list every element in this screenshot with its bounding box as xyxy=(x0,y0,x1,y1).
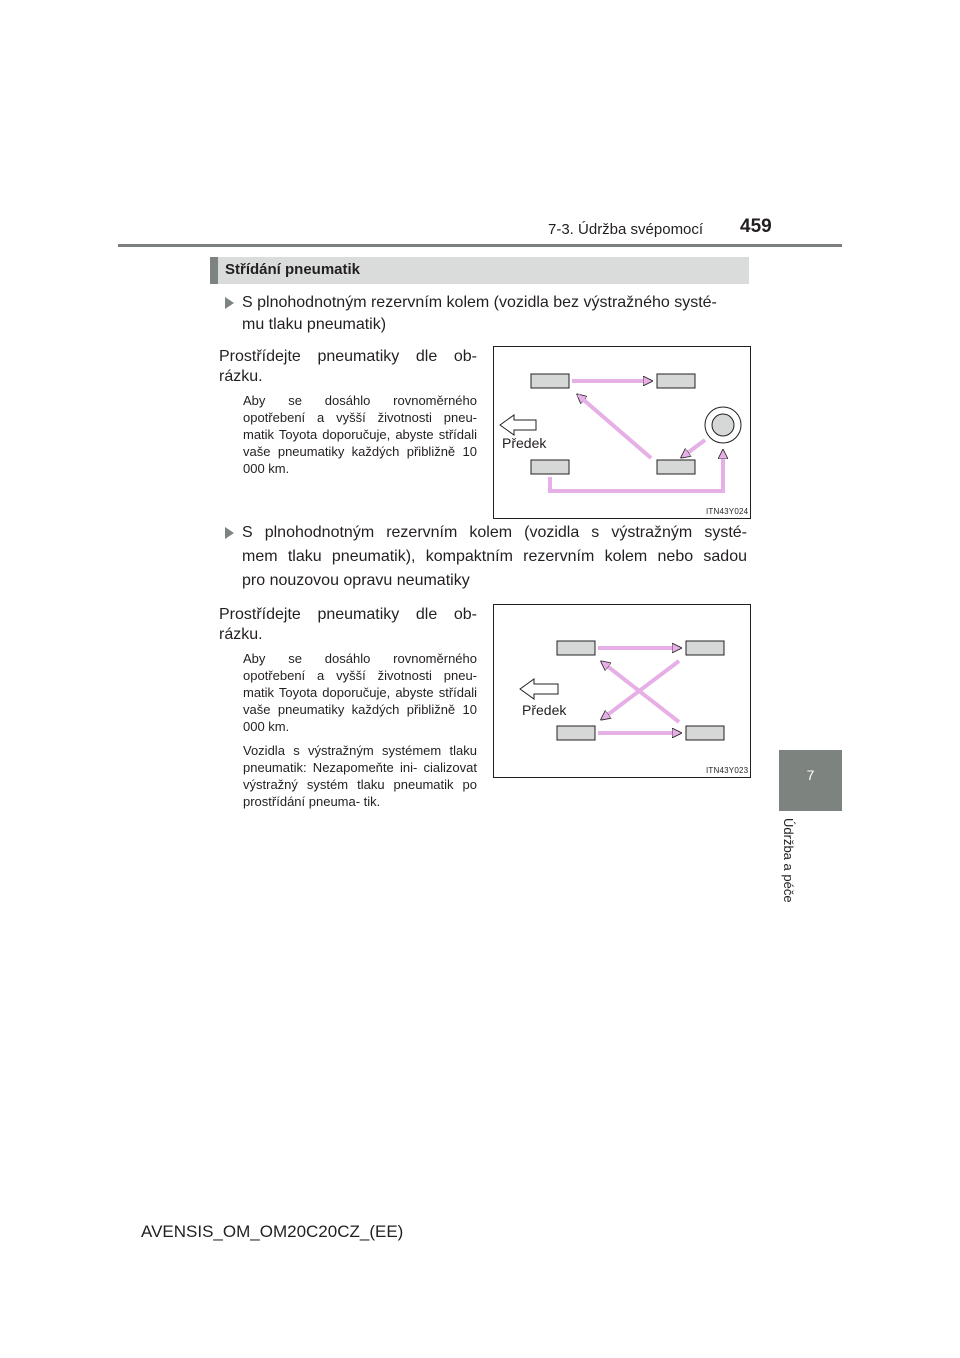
tire-front-left xyxy=(557,641,595,655)
figure-2-drawing xyxy=(494,605,750,777)
tire-rear-right xyxy=(686,726,724,740)
spare-tire-hub xyxy=(712,414,734,436)
rotation-arrow-cross xyxy=(578,395,651,458)
chapter-title-vertical xyxy=(781,818,811,938)
front-direction-arrow-icon xyxy=(500,415,536,435)
figure-1-front-label: Předek xyxy=(502,435,547,451)
instruction-2-line2: rázku. xyxy=(219,626,263,643)
figure-2-front-label: Předek xyxy=(522,702,567,718)
rotation-arrow-rl-spare xyxy=(550,451,723,491)
tire-front-left xyxy=(531,374,569,388)
bullet-heading-1-cont: mu tlaku pneumatik) xyxy=(242,316,387,333)
bullet-triangle-icon xyxy=(225,527,234,539)
bullet-heading-2: S plnohodnotným rezervním kolem (vozidla s výstražným systé- xyxy=(242,524,747,541)
figure-1-code: ITN43Y024 xyxy=(706,507,749,516)
tire-front-right xyxy=(657,374,695,388)
section-title-accent xyxy=(210,257,218,284)
note-2b: Vozidla s výstražným systémem tlaku pneumatik: Nezapomeňte ini- cializovat výstražný systém tlaku pneumatik po prostřídání pneuma- tik. xyxy=(243,743,477,809)
rotation-arrow-spare-rr xyxy=(682,440,705,457)
chapter-title-text: Údržba a péče xyxy=(781,818,796,903)
figure-2-code: ITN43Y023 xyxy=(706,766,749,775)
running-header-section: 7-3. Údržba svépomocí xyxy=(548,221,704,238)
figure-1-drawing xyxy=(494,347,750,518)
front-direction-arrow-icon xyxy=(520,679,558,699)
figure-rotation-compact-spare xyxy=(493,604,751,778)
chapter-number: 7 xyxy=(806,767,815,783)
page-number: 459 xyxy=(740,216,772,237)
bullet-triangle-icon xyxy=(225,297,234,309)
note-1: Aby se dosáhlo rovnoměrného opotřebení a vyšší životnosti pneu- matik Toyota doporučuje, abyste střídali vaše pneumatiky každých přibližně 10 000 km. xyxy=(243,393,477,476)
instruction-2-line1: Prostřídejte pneumatiky dle ob- xyxy=(219,606,477,623)
section-title: Střídání pneumatik xyxy=(225,261,361,278)
bullet-heading-2-cont2: pro nouzovou opravu neumatiky xyxy=(242,572,470,589)
tire-rear-left xyxy=(531,460,569,474)
tire-rear-right xyxy=(657,460,695,474)
bullet-heading-2-cont: mem tlaku pneumatik), kompaktním rezervním kolem nebo sadou xyxy=(242,548,747,565)
document-footer-code: AVENSIS_OM_OM20C20CZ_(EE) xyxy=(141,1222,404,1241)
figure-rotation-full-spare xyxy=(493,346,751,519)
note-2a: Aby se dosáhlo rovnoměrného opotřebení a vyšší životnosti pneu- matik Toyota doporučuje, abyste střídali vaše pneumatiky každých přibližně 10 000 km. xyxy=(243,651,477,734)
instruction-1-line2: rázku. xyxy=(219,368,263,385)
bullet-heading-1: S plnohodnotným rezervním kolem (vozidla bez výstražného systé- xyxy=(242,294,717,311)
tire-rear-left xyxy=(557,726,595,740)
instruction-1-line1: Prostřídejte pneumatiky dle ob- xyxy=(219,348,477,365)
header-rule xyxy=(118,244,842,247)
tire-front-right xyxy=(686,641,724,655)
